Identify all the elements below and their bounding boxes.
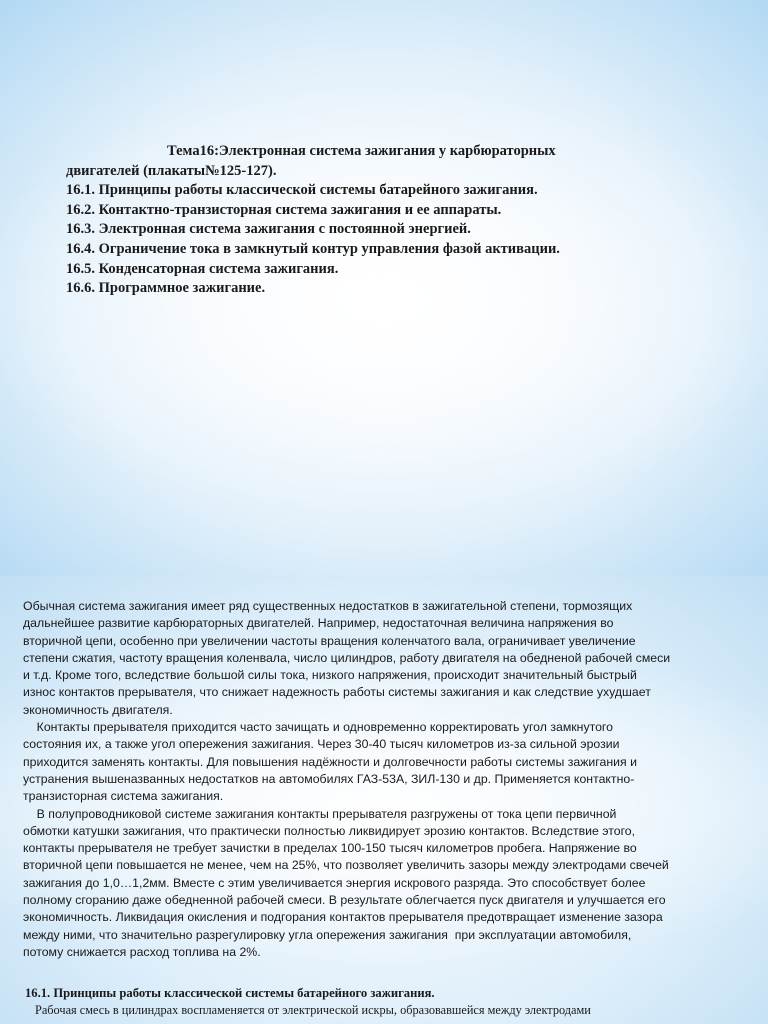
body-line: обмотки катушки зажигания, что практически полностью ликвидирует эрозию контактов. Вследствие этого,: [23, 823, 636, 838]
body-text: [23, 598, 745, 961]
body-line: устранения вышеназванных недостатков на автомобилях ГАЗ-53А, ЗИЛ-130 и др. Применяется контактно-: [23, 771, 635, 786]
body-line: вторичной цепи повышается не менее, чем на 25%, что позволяет увеличить зазоры между электродами свечей: [23, 858, 669, 873]
body-line: зажигания до 1,0…1,2мм. Вместе с этим увеличивается энергия искрового разряда. Это способствует более: [23, 875, 646, 890]
title-line: Тема16:Электронная система зажигания у карбюраторных: [167, 143, 556, 159]
body-line: и т.д. Кроме того, вследствие большой силы тока, низкого напряжения, происходит значительный быстрый: [23, 668, 637, 683]
body-line: приходится заменять контакты. Для повышения надёжности и долговечности работы системы зажигания и: [23, 754, 637, 769]
body-line: дальнейшее развитие карбюраторных двигателей. Например, недостаточная величина напряжения во: [23, 616, 614, 631]
section-heading: 16.1. Принципы работы классической системы батарейного зажигания.: [25, 986, 435, 1000]
body-line: Обычная система зажигания имеет ряд существенных недостатков в зажигательной степени, тормозящих: [23, 599, 633, 613]
body-line: состояния их, а также угол опережения зажигания. Через 30-40 тысяч километров из-за сильной эрозии: [23, 737, 620, 752]
body-line: износ контактов прерывателя, что снижает надежность работы системы зажигания и как следствие ухудшает: [23, 685, 651, 700]
slide-title-block: [66, 142, 706, 299]
topic-item: 16.1. Принципы работы классической системы батарейного зажигания.: [66, 182, 538, 199]
section-text: Рабочая смесь в цилиндрах воспламеняется от электрической искры, образовавшейся между электродами: [35, 1003, 591, 1017]
topic-item: 16.2. Контактно-транзисторная система зажигания и ее аппараты.: [66, 201, 502, 218]
body-line: потому снижается расход топлива на 2%.: [23, 944, 261, 959]
body-line: вторичной цепи, особенно при увеличении частоты вращения коленчатого вала, ограничивает увеличение: [23, 633, 636, 648]
slide-2: [0, 576, 768, 1024]
body-line: между ними, что значительно разрегулировку угла опережения зажигания при эксплуатации автомобиля,: [23, 927, 632, 942]
topic-item: 16.5. Конденсаторная система зажигания.: [66, 260, 339, 277]
body-line: транзисторная система зажигания.: [23, 789, 224, 804]
topic-item: 16.4. Ограничение тока в замкнутый контур управления фазой активации.: [66, 240, 560, 257]
body-line: полному сгоранию даже обедненной рабочей смеси. В результате облегчается пуск двигателя и улучшается его: [23, 893, 666, 908]
topic-item: 16.6. Программное зажигание.: [66, 280, 266, 297]
body-line: экономичность. Ликвидация окисления и подгорания контактов прерывателя предотвращает изменение зазора: [23, 910, 663, 925]
body-line: контакты прерывателя не требует зачистки в пределах 100-150 тысяч километров пробега. Напряжение во: [23, 841, 637, 856]
body-line: В полупроводниковой системе зажигания контакты прерывателя разгружены от тока цепи первичной: [23, 806, 617, 821]
topic-item: 16.3. Электронная система зажигания с постоянной энергией.: [66, 221, 471, 238]
title-line: двигателей (плакаты№125-127).: [66, 162, 277, 179]
body-line: Контакты прерывателя приходится часто зачищать и одновременно корректировать угол замкнутого: [23, 720, 613, 735]
body-line: экономичность двигателя.: [23, 702, 173, 717]
body-line: степени сжатия, частоту вращения коленвала, число цилиндров, работу двигателя на обедненой рабочей смеси: [23, 650, 671, 665]
